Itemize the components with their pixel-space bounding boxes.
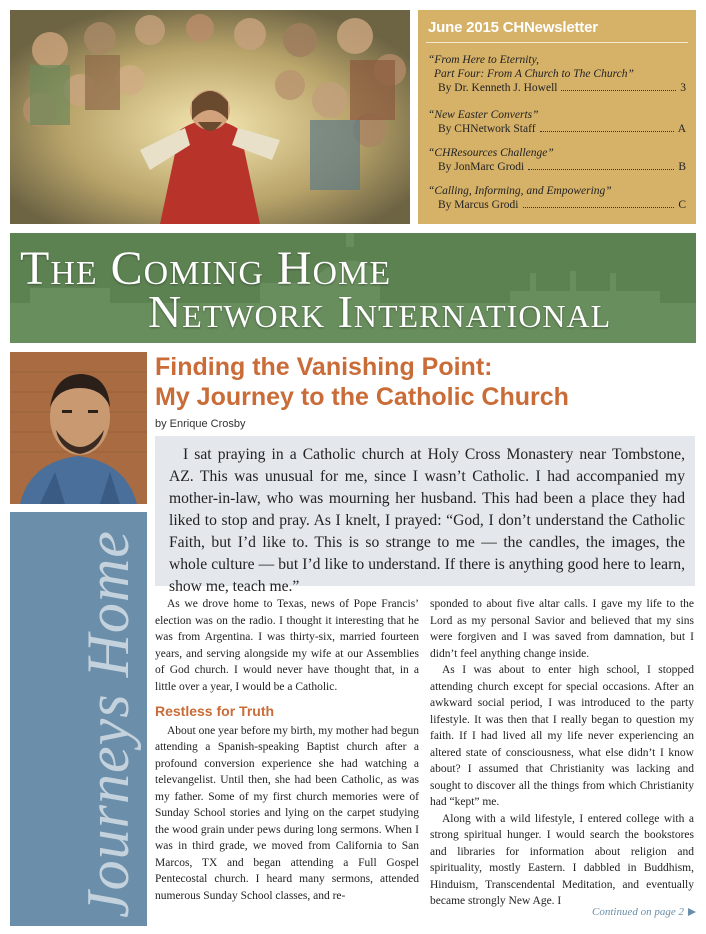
toc-page: A <box>677 123 686 135</box>
divider <box>426 42 688 43</box>
paragraph: As I was about to enter high school, I stopped attending church except for special occasions. After an awkward social period, I was introduced to the party lifestyle. It was then that I really began to question my faith. If I had lived all my life never experiencing an altered state of consciousness, what else didn’t I know about? I assumed that Christianity was lacking and sought to discover all the things from which Christianity had “kept” me. <box>430 664 694 808</box>
toc-author: By CHNetwork Staff <box>438 123 536 135</box>
toc-author: By Dr. Kenneth J. Howell <box>438 82 558 94</box>
article-column-2 <box>430 596 694 910</box>
toc-entry[interactable] <box>428 146 686 174</box>
newsletter-contents-box <box>418 10 696 224</box>
leader-dots <box>528 169 674 170</box>
toc-entry[interactable] <box>428 184 686 212</box>
journeys-home-side-panel <box>10 512 147 926</box>
section-label-vertical: Journeys Home <box>75 530 141 918</box>
newsletter-title: June 2015 CHNewsletter <box>428 19 598 36</box>
toc-author: By Marcus Grodi <box>438 199 519 211</box>
paragraph: About one year before my birth, my mother had begun attending a Spanish-speaking Baptist church after a profound conversion experience she had watching a televangelist. Until then, she had been Catholic, as was my father. Some of my first church memories were of Sunday School stories and lying on the carpet studying the wood grain under pews during long sermons. When I was in third grade, we moved from California to San Marcos, TX and began attending a Full Gospel Pentecostal church. I heard many sermons, attended numerous Sunday School classes, and re- <box>155 724 419 902</box>
pull-quote-box <box>155 436 695 595</box>
masthead-line-2: Network International <box>148 286 612 337</box>
toc-page: C <box>678 199 686 211</box>
masthead-banner <box>10 233 696 343</box>
paragraph: sponded to about five altar calls. I gave my life to the Lord as my personal Savior and believed that my sins were forgiven and I was saved from damnation, but I didn’t feel anything change inside. <box>430 598 694 660</box>
leader-dots <box>561 90 676 91</box>
article-title-line-1: Finding the Vanishing Point: <box>155 353 493 381</box>
paragraph: As we drove home to Texas, news of Pope Francis’ election was on the radio. I thought it interesting that he was from Argentina. I was thirty-six, married fourteen years, and serving alongside my wife at our Assemblies of God church. I would never have thought that, in a little over a year, I would be a Catholic. <box>155 598 419 693</box>
toc-title: “New Easter Converts” <box>428 109 539 121</box>
toc-page: B <box>678 161 686 173</box>
cover-painting <box>10 10 410 224</box>
toc-title: Part Four: From A Church to The Church” <box>434 68 634 80</box>
arrow-right-icon <box>688 908 696 916</box>
article-column-1 <box>155 596 419 904</box>
toc-author: By JonMarc Grodi <box>438 161 525 173</box>
toc-title: “CHResources Challenge” <box>428 147 554 159</box>
continued-link[interactable] <box>520 906 696 918</box>
masthead-line-1: The Coming Home <box>20 242 392 295</box>
leader-dots <box>540 131 674 132</box>
continued-label: Continued on page 2 <box>592 906 684 918</box>
toc-page: 3 <box>680 82 686 94</box>
article-title-line-2: My Journey to the Catholic Church <box>155 383 569 411</box>
toc-entry[interactable] <box>428 53 686 95</box>
toc-title: “Calling, Informing, and Empowering” <box>428 185 612 197</box>
section-heading: Restless for Truth <box>155 703 275 719</box>
pull-quote-text: I sat praying in a Catholic church at Holy Cross Monastery near Tombstone, AZ. This was unusual for me, since I wasn’t Catholic. I had accompanied my mother-in-law, who was mourning her husband. This had been a place they had liked to stop and pray. As I knelt, I prayed: “God, I don’t understand the Catholic Faith, but I’d like to. This is so strange to me — the candles, the images, the whole culture — but I’d like to understand. If there is anything good here to learn, show me, teach me.” <box>169 446 685 595</box>
toc-entry[interactable] <box>428 108 686 136</box>
toc-title: “From Here to Eternity, <box>428 54 539 66</box>
leader-dots <box>523 207 675 208</box>
article-byline: by Enrique Crosby <box>155 418 246 430</box>
author-photo <box>10 352 147 504</box>
paragraph: Along with a wild lifestyle, I entered college with a strong spiritual hunger. I would search the bookstores and libraries for information about religion and spirituality, mostly Eastern. I dabbled in Buddhism, Hinduism, Transcendental Meditation, and eventually became strongly New Age. I <box>430 812 694 907</box>
article-title <box>155 352 695 412</box>
